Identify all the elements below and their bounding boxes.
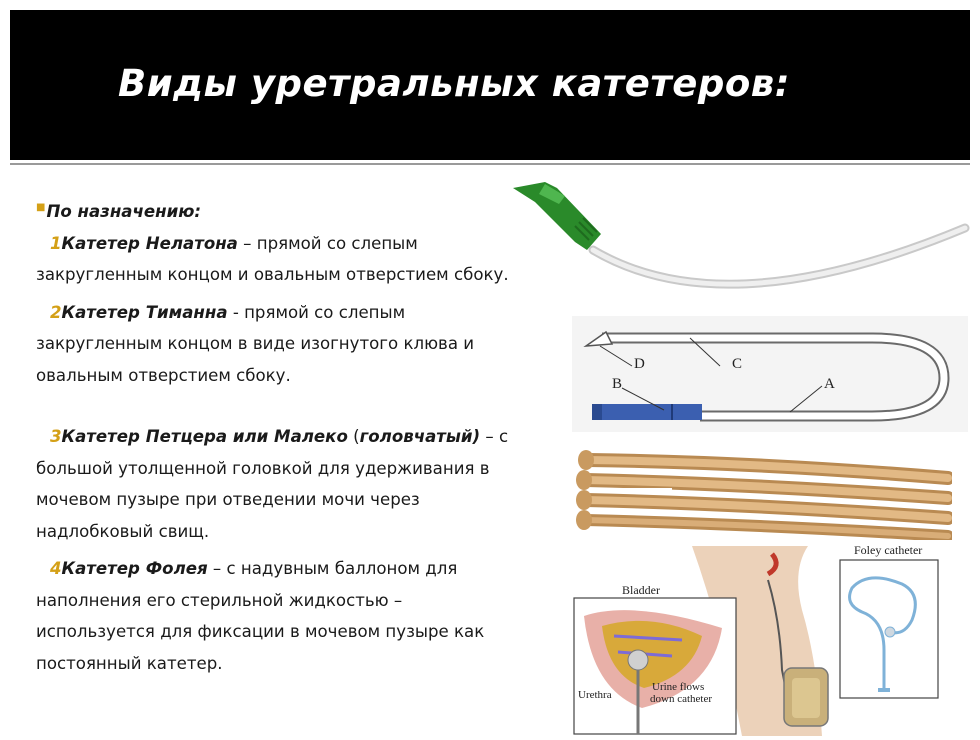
item-text-line: закругленным концом и овальным отверстием сбоку. [36, 265, 509, 284]
item-text: – с [480, 427, 509, 446]
item-name: Катетер Петцера или Малеко [61, 427, 348, 446]
item-text: – с надувным баллоном для [207, 559, 458, 578]
list-item [36, 228, 556, 260]
item-text-line: мочевом пузыре при отведении мочи через [36, 490, 420, 509]
nelaton-catheter-image [505, 178, 975, 310]
item-text-line: большой утолщенной головкой для удерживания в [36, 458, 490, 478]
catheter-list [36, 196, 556, 679]
item-number: 1 [50, 233, 62, 253]
slide-title: Виды уретральных катетеров: [118, 62, 790, 105]
label-urethra: Urethra [578, 689, 612, 701]
label-foley: Foley catheter [854, 543, 923, 557]
item-name: Катетер Нелатона [61, 233, 238, 253]
title-divider [10, 163, 970, 165]
item-text-line: овальным отверстием сбоку. [36, 365, 291, 385]
item-number: 4 [50, 559, 62, 578]
bullet-icon: ■ [36, 202, 46, 213]
label-d: D [634, 356, 645, 372]
item-text-line: наполнения его стерильной жидкостью – [36, 590, 403, 610]
item-text-line: используется для фиксации в мочевом пузыре как [36, 622, 485, 641]
item-number: 2 [50, 302, 62, 322]
item-text: ( [347, 427, 360, 446]
label-bladder: Bladder [622, 583, 660, 597]
item-number: 3 [50, 427, 62, 446]
list-item [36, 553, 556, 585]
item-name: Катетер Фолея [61, 559, 208, 578]
foley-catheter-illustration [572, 540, 972, 736]
item-text-line: надлобковый свищ. [36, 521, 210, 541]
item-type: головчатый) [359, 427, 481, 446]
label-urine-flow-2: down catheter [650, 693, 712, 705]
item-text: – прямой со слепым [237, 233, 418, 253]
item-text-line: закругленным концом в виде изогнутого клюва и [36, 334, 475, 353]
heading-text: По назначению: [46, 202, 201, 221]
label-urine-flow-1: Urine flows [652, 681, 705, 693]
pezzer-catheter-image [572, 448, 952, 540]
item-text-line: постоянный катетер. [36, 653, 223, 673]
list-item [36, 297, 556, 329]
list-heading [36, 196, 556, 228]
label-b: B [612, 376, 623, 392]
tiemann-catheter-diagram [572, 316, 968, 432]
item-text: - прямой со слепым [227, 302, 406, 322]
label-c: C [732, 356, 743, 372]
label-a: A [824, 376, 835, 392]
list-item [36, 421, 556, 453]
item-name: Катетер Тиманна [61, 302, 228, 322]
